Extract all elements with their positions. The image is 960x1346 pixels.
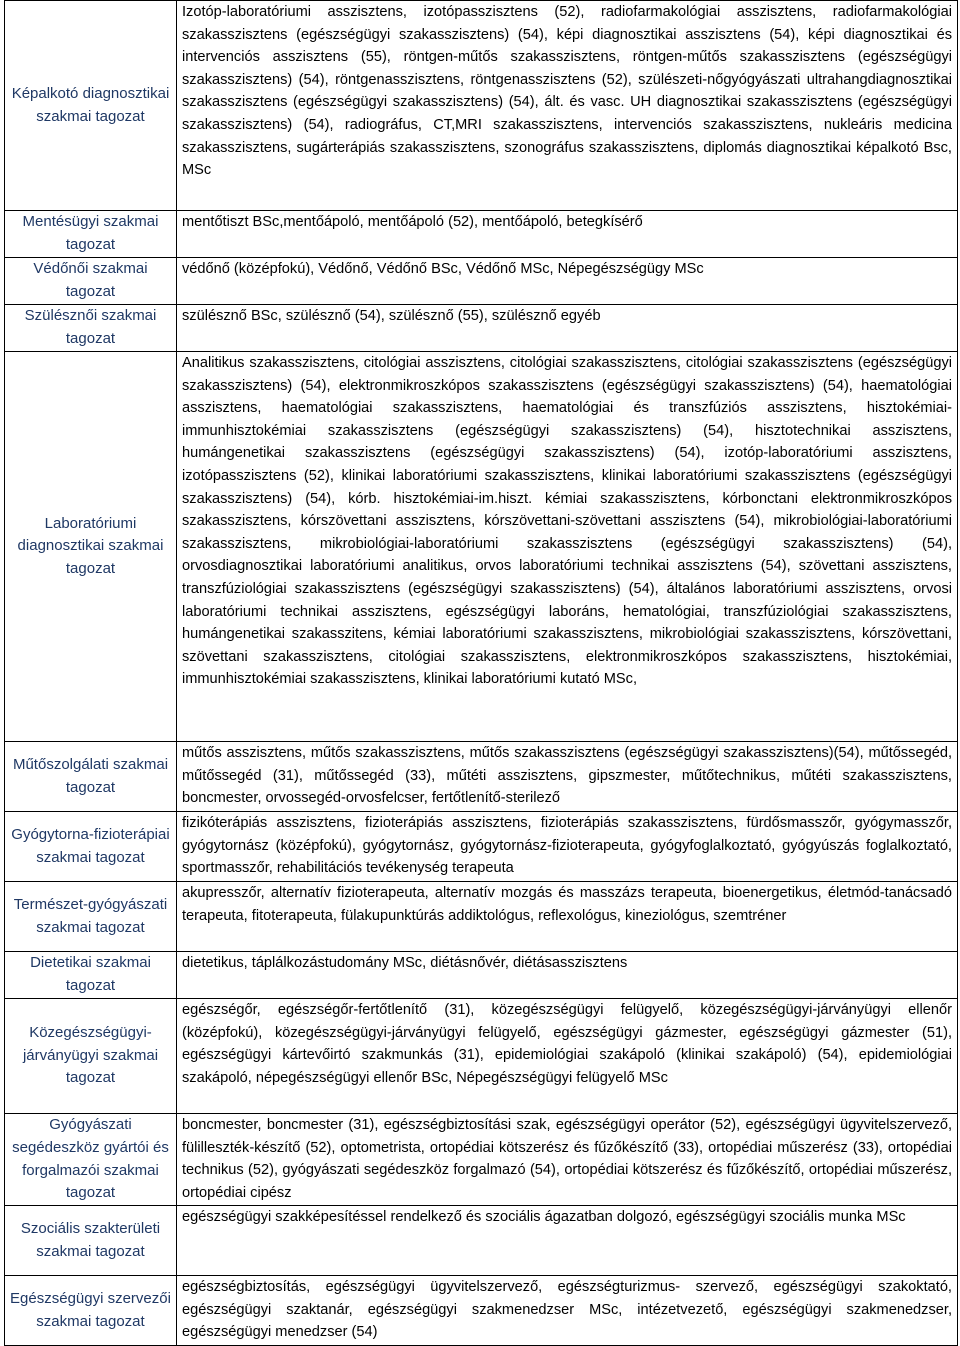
table-row: [5, 812, 958, 882]
occupation-list: műtős asszisztens, műtős szakasszisztens, műtős szakasszisztens (egészségügyi szakasszisztens)(54), műtőssegéd, műtőssegéd (31), műtőssegéd (33), műtéti asszisztens, gipszmester, műtőtechnikus, műtéti szakasszisztens, boncmester, orvossegéd-orvosfelcser, fertőtlenítő-sterilező: [177, 742, 958, 812]
table-row: [5, 1206, 958, 1276]
occupation-list: mentőtiszt BSc,mentőápoló, mentőápoló (52), mentőápoló, betegkísérő: [177, 211, 958, 258]
section-label: Műtőszolgálati szakmai tagozat: [5, 742, 177, 812]
section-label: Szociális szakterületi szakmai tagozat: [5, 1206, 177, 1276]
occupation-list: egészségügyi szakképesítéssel rendelkező és szociális ágazatban dolgozó, egészségügyi szociális munka MSc: [177, 1206, 958, 1276]
section-label: Gyógyászati segédeszköz gyártói és forgalmazói szakmai tagozat: [5, 1114, 177, 1206]
table-row: [5, 742, 958, 812]
occupation-list: boncmester, boncmester (31), egészségbiztosítási szak, egészségügyi operátor (52), egészségügyi ügyvitelszervező, fülilleszték-készítő (52), optometrista, ortopédiai kötszerész és fűzőkészítő (33), ortopédiai műszerész (33), ortopédiai technikus (52), gyógyászati segédeszköz forgalmazó (54), ortopédiai kötszerész és fűzőkészítő, ortopédiai műszerész, ortopédiai cipész: [177, 1114, 958, 1206]
table-row: [5, 952, 958, 999]
section-label: Egészségügyi szervezői szakmai tagozat: [5, 1276, 177, 1346]
occupation-list: akupresszőr, alternatív fizioterapeuta, alternatív mozgás és masszázs terapeuta, bioenergetikus, életmód-tanácsadó terapeuta, fitoterapeuta, fülakupunktúrás addiktológus, reflexológus, kineziológus, szemtréner: [177, 882, 958, 952]
occupation-list: Izotóp-laboratóriumi asszisztens, izotópasszisztens (52), radiofarmakológiai asszisztens, radiofarmakológiai szakasszisztens (egészségügyi szakasszisztens) (54), képi diagnosztikai asszisztens (54), képi diagnosztikai és intervenciós asszisztens (55), röntgen-műtős szakasszisztens, röntgen-műtős szakasszisztens (egészségügyi szakasszisztens) (54), röntgenasszisztens, röntgenasszisztens (52), szülészeti-nőgyógyászati ultrahangdiagnosztikai szakasszisztens (egészségügyi szakasszisztens) (54), ált. és vasc. UH diagnosztikai szakasszisztens (egészségügyi szakasszisztens) (54), radiográfus, CT,MRI szakasszisztens, intervenciós szakasszisztens, nukleáris medicina szakasszisztens, sugárterápiás szakasszisztens, szonográfus szakasszisztens, diplomás diagnosztikai képalkotó Bsc, MSc: [177, 1, 958, 211]
table-row: [5, 352, 958, 742]
occupation-list: védőnő (középfokú), Védőnő, Védőnő BSc, Védőnő MSc, Népegészségügy MSc: [177, 258, 958, 305]
table-row: [5, 258, 958, 305]
table-row: [5, 211, 958, 258]
occupation-list: egészségbiztosítás, egészségügyi ügyvitelszervező, egészségturizmus- szervező, egészségügyi szakoktató, egészségügyi szaktanár, egészségügyi szakmenedzser MSc, intézetvezető, egészségügyi szakmenedzser, egészségügyi menedzser (54): [177, 1276, 958, 1346]
table-row: [5, 305, 958, 352]
table-row: [5, 1114, 958, 1206]
section-label: Természet-gyógyászati szakmai tagozat: [5, 882, 177, 952]
table-row: [5, 999, 958, 1114]
section-label: Laboratóriumi diagnosztikai szakmai tagozat: [5, 352, 177, 742]
section-label: Dietetikai szakmai tagozat: [5, 952, 177, 999]
section-label: Védőnői szakmai tagozat: [5, 258, 177, 305]
table-row: [5, 882, 958, 952]
occupation-list: fizikóterápiás asszisztens, fizioterápiás asszisztens, fizioterápiás szakasszisztens, fürdősmasszőr, gyógymasszőr, gyógytornász (középfokú), gyógytornász, gyógytornász-fizioterapeuta, gyógyfoglalkoztató, gyógyúszás foglalkoztató, sportmasszőr, rehabilitációs tevékenység terapeuta: [177, 812, 958, 882]
occupation-list: szülésznő BSc, szülésznő (54), szülésznő (55), szülésznő egyéb: [177, 305, 958, 352]
section-label: Szülésznői szakmai tagozat: [5, 305, 177, 352]
occupation-list: Analitikus szakasszisztens, citológiai asszisztens, citológiai szakasszisztens, citológiai szakasszisztens (egészségügyi szakasszisztens) (54), elektronmikroszkópos szakasszisztens (egészségügyi szakasszisztens) (54), haematológiai asszisztens, haematológiai szakasszisztens, haematológiai és transzfúziós asszisztens, hisztokémiai-immunhisztokémiai szakasszisztens (egészségügyi szakasszisztens) (54), hisztotechnikai asszisztens, humángenetikai szakasszisztens (egészségügyi szakasszisztens) (54), izotóp-laboratóriumi asszisztens, izotópasszisztens (52), klinikai laboratóriumi szakasszisztens, klinikai laboratóriumi szakasszisztens (egészségügyi szakasszisztens) (54), kórb. hisztokémiai-im.hiszt. kémiai szakasszisztens, kórbonctani elektronmikroszkópos szakasszisztens, kórszövettani asszisztens, kórszövettani-szövettani asszisztens (54), mikrobiológiai-laboratóriumi szakasszisztens, mikrobiológiai-laboratóriumi szakasszisztens (egészségügyi szakasszisztens) (54), orvosdiagnosztikai laboratóriumi analitikus, orvos laboratóriumi technikai asszisztens (54), szövettani asszisztens, transzfúziológiai szakasszisztens (egészségügyi szakasszisztens) (54), általános laboratóriumi asszisztens, orvosi laboratóriumi technikai asszisztens, egészségügyi laboráns, hematológiai, transzfúziológiai szakasszisztens, humángenetikai szakasszitens, kémiai laboratóriumi szakasszisztens, mikrobiológiai szakasszisztens, kórszövettani, szövettani szakasszisztens, citológiai szakasszisztens, elektronmikroszkópos szakasszisztens, hisztokémiai, immunhisztokémiai szakasszisztens, klinikai laboratóriumi kutató MSc,: [177, 352, 958, 742]
section-label: Közegészségügyi-járványügyi szakmai tagozat: [5, 999, 177, 1114]
occupation-list: egészségőr, egészségőr-fertőtlenítő (31), közegészségügyi felügyelő, közegészségügyi-járványügyi ellenőr (középfokú), közegészségügyi-járványügyi felügyelő, egészségügyi gázmester, egészségügyi gázmester (51), egészségügyi kártevőirtó szakmunkás (31), epidemiológiai szakápoló (klinikai szakápoló) (54), epidemiológiai szakápoló, népegészségügyi ellenőr BSc, Népegészségügyi felügyelő MSc: [177, 999, 958, 1114]
occupation-list: dietetikus, táplálkozástudomány MSc, diétásnővér, diétásasszisztens: [177, 952, 958, 999]
professions-table: [4, 0, 958, 1346]
table-row: [5, 1, 958, 211]
section-label: Mentésügyi szakmai tagozat: [5, 211, 177, 258]
section-label: Képalkotó diagnosztikai szakmai tagozat: [5, 1, 177, 211]
table-row: [5, 1276, 958, 1346]
section-label: Gyógytorna-fizioterápiai szakmai tagozat: [5, 812, 177, 882]
